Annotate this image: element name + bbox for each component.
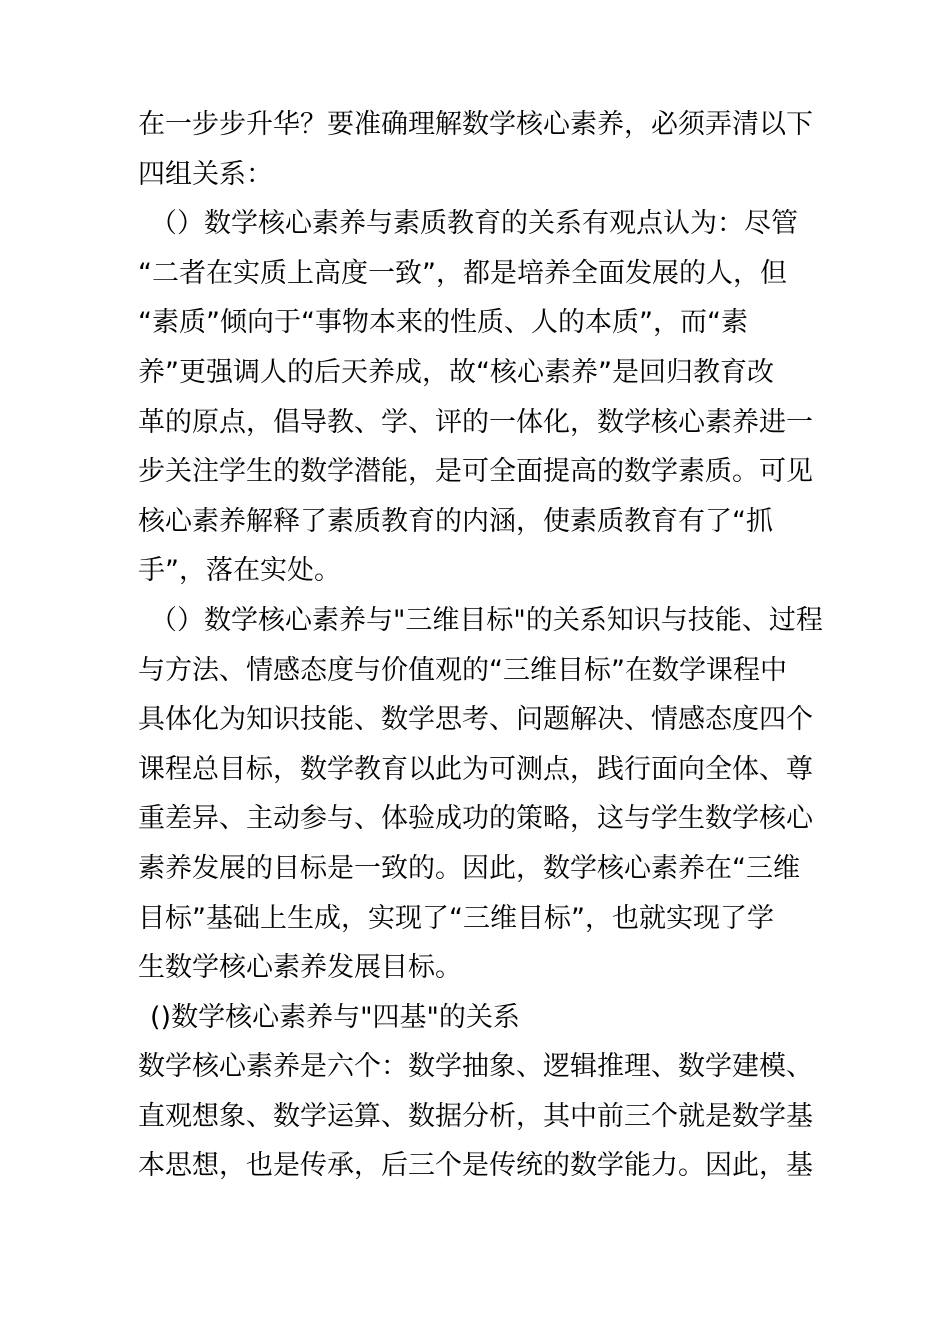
text-line: 步关注学生的数学潜能，是可全面提高的数学素质。可见	[138, 456, 813, 488]
text-line: 四组关系：	[138, 158, 273, 190]
text-line: 重差异、主动参与、体验成功的策略，这与学生数学核心	[138, 803, 813, 835]
text-line: 在一步步升华？要准确理解数学核心素养，必须弄清以下	[138, 109, 813, 140]
text-line: 具体化为知识技能、数学思考、问题解决、情感态度四个	[138, 704, 813, 736]
text-line: 生数学核心素养发展目标。	[138, 952, 462, 984]
text-line: 直观想象、数学运算、数据分析，其中前三个就是数学基	[138, 1100, 813, 1132]
text-line: 核心素养解释了素质教育的内涵，使素质教育有了“抓	[138, 505, 773, 537]
text-line: “二者在实质上高度一致”，都是培养全面发展的人，但	[138, 257, 787, 289]
text-line: 课程总目标，数学教育以此为可测点，践行面向全体、尊	[138, 753, 813, 785]
text-line: 数学核心素养是六个：数学抽象、逻辑推理、数学建模、	[138, 1051, 813, 1083]
text-line: 素养发展的目标是一致的。因此，数学核心素养在“三维	[138, 852, 800, 884]
text-line: “素质”倾向于“事物本来的性质、人的本质”，而“素	[138, 307, 748, 339]
section-heading-2: （）数学核心素养与"三维目标"的关系知识与技能、过程	[150, 604, 823, 636]
text-line: 革的原点，倡导教、学、评的一体化，数学核心素养进一	[138, 406, 813, 438]
section-heading-1: （）数学核心素养与素质教育的关系有观点认为：尽管	[150, 208, 798, 240]
body-text	[138, 100, 838, 1191]
text-line: 本思想，也是传承，后三个是传统的数学能力。因此，基	[138, 1150, 813, 1182]
text-line: 目标”基础上生成，实现了“三维目标”，也就实现了学	[138, 902, 774, 934]
section-heading-3: ()数学核心素养与"四基"的关系	[150, 1001, 520, 1033]
text-line: 与方法、情感态度与价值观的“三维目标”在数学课程中	[138, 654, 787, 686]
text-line: 养”更强调人的后天养成，故“核心素养”是回归教育改	[138, 356, 774, 388]
text-line: 手”，落在实处。	[138, 555, 341, 587]
